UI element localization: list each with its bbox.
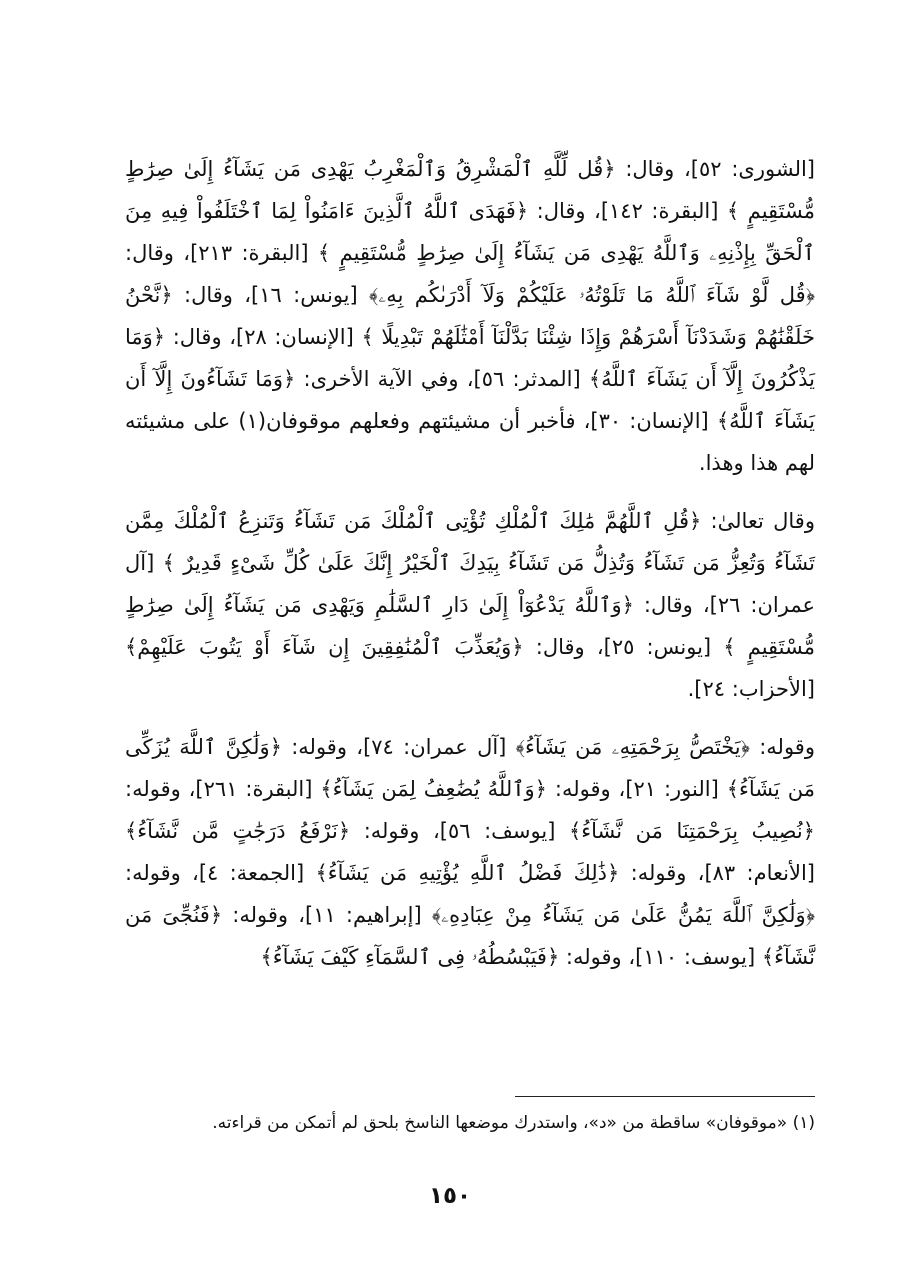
paragraph-1: [الشورى: ٥٢]، وقال: ﴿قُل لِّلَّهِ ٱلْمَشْرِقُ وَٱلْمَغْرِبُ يَهْدِى مَن يَشَآءُ إِلَىٰ صِرَٰطٍ مُّسْتَقِيمٍ ﴾ [البقرة: ١٤٢]، وقال: ﴿فَهَدَى ٱللَّهُ ٱلَّذِينَ ءَامَنُواْ لِمَا ٱخْتَلَفُواْ فِيهِ مِنَ ٱلْحَقِّ بِإِذْنِهِۦ وَٱللَّهُ يَهْدِى مَن يَشَآءُ إِلَىٰ صِرَٰطٍ مُّسْتَقِيمٍ ﴾ [البقرة: ٢١٣]، وقال: ﴿قُل لَّوْ شَآءَ ٱللَّهُ مَا تَلَوْتُهُۥ عَلَيْكُمْ وَلَآ أَدْرَىٰكُم بِهِۦ﴾ [يونس: ١٦]، وقال: ﴿نَّحْنُ خَلَقْنَٰهُمْ وَشَدَدْنَآ أَسْرَهُمْ وَإِذَا شِئْنَا بَدَّلْنَآ أَمْثَٰلَهُمْ تَبْدِيلًا ﴾ [الإنسان: ٢٨]، وقال: ﴿وَمَا يَذْكُرُونَ إِلَّآ أَن يَشَآءَ ٱللَّهُ﴾ [المدثر: ٥٦]، وفي الآية الأخرى: ﴿وَمَا تَشَآءُونَ إِلَّآ أَن يَشَآءَ ٱللَّهُ﴾ [الإنسان: ٣٠]، فأخبر أن مشيئتهم وفعلهم موقوفان(١) على مشيئته لهم هذا وهذا. xyxy=(125,157,816,475)
paragraph-2: وقال تعالىٰ: ﴿قُلِ ٱللَّهُمَّ مَٰلِكَ ٱلْمُلْكِ تُؤْتِى ٱلْمُلْكَ مَن تَشَآءُ وَتَنزِعُ ٱلْمُلْكَ مِمَّن تَشَآءُ وَتُعِزُّ مَن تَشَآءُ وَتُذِلُّ مَن تَشَآءُ بِيَدِكَ ٱلْخَيْرُ إِنَّكَ عَلَىٰ كُلِّ شَىْءٍ قَدِيرٌ ﴾ [آل عمران: ٢٦]، وقال: ﴿وَٱللَّهُ يَدْعُوٓاْ إِلَىٰ دَارِ ٱلسَّلَٰمِ وَيَهْدِى مَن يَشَآءُ إِلَىٰ صِرَٰطٍ مُّسْتَقِيمٍ ﴾ [يونس: ٢٥]، وقال: ﴿وَيُعَذِّبَ ٱلْمُنَٰفِقِينَ إِن شَآءَ أَوْ يَتُوبَ عَلَيْهِمْ﴾ [الأحزاب: ٢٤]. xyxy=(125,509,816,701)
main-text xyxy=(125,148,815,978)
footnote: (١) «موقوفان» ساقطة من «د»، واستدرك موضعها الناسخ بلحق لم أتمكن من قراءته. xyxy=(212,1113,815,1133)
paragraph-3: وقوله: ﴿يَخْتَصُّ بِرَحْمَتِهِۦ مَن يَشَآءُ﴾ [آل عمران: ٧٤]، وقوله: ﴿وَلَٰكِنَّ ٱللَّهَ يُزَكِّى مَن يَشَآءُ﴾ [النور: ٢١]، وقوله: ﴿وَٱللَّهُ يُضَٰعِفُ لِمَن يَشَآءُ﴾ [البقرة: ٢٦١]، وقوله: ﴿نُصِيبُ بِرَحْمَتِنَا مَن نَّشَآءُ﴾ [يوسف: ٥٦]، وقوله: ﴿نَرْفَعُ دَرَجَٰتٍ مَّن نَّشَآءُ﴾ [الأنعام: ٨٣]، وقوله: ﴿ذَٰلِكَ فَضْلُ ٱللَّهِ يُؤْتِيهِ مَن يَشَآءُ﴾ [الجمعة: ٤]، وقوله: ﴿وَلَٰكِنَّ ٱللَّهَ يَمُنُّ عَلَىٰ مَن يَشَآءُ مِنْ عِبَادِهِۦ﴾ [إبراهيم: ١١]، وقوله: ﴿فَنُجِّىَ مَن نَّشَآءُ﴾ [يوسف: ١١٠]، وقوله: ﴿فَيَبْسُطُهُۥ فِى ٱلسَّمَآءِ كَيْفَ يَشَآءُ﴾ xyxy=(125,735,816,969)
page-number: ١٥٠ xyxy=(428,1183,472,1209)
footnote-separator xyxy=(515,1096,815,1097)
